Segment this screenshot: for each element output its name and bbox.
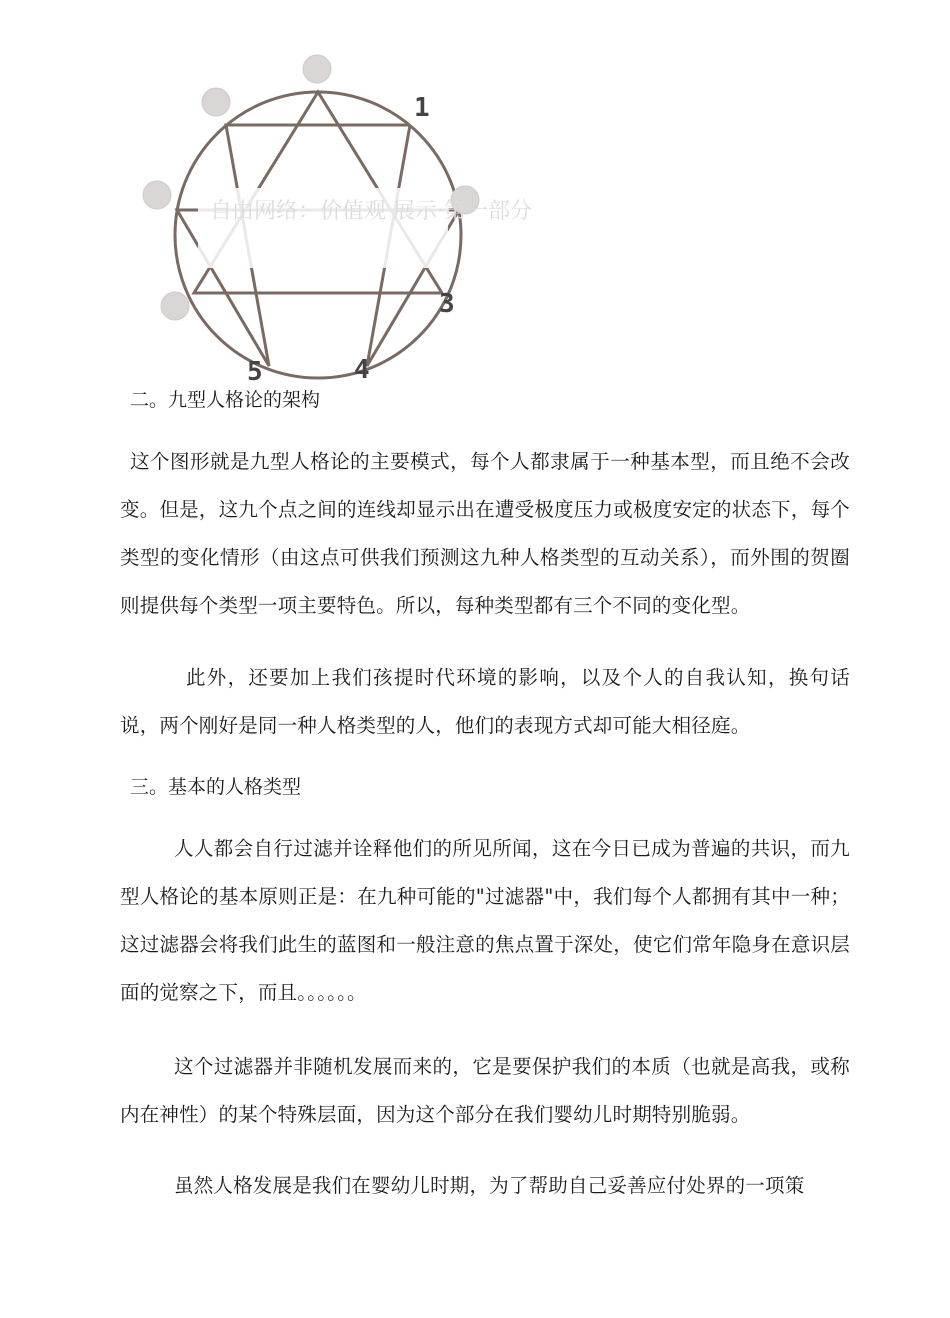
point-6-marker [161,292,189,320]
paragraph-text: 人人都会自行过滤并诠释他们的所见所闻，这在今日已成为普遍的共识，而九型人格论的基本原则正是：在九种可能的"过滤器"中，我们每个人都拥有其中一种；这过滤器会将我们此生的蓝图和一般注意的焦点置于深处，使它们常年隐身在意识层面的觉察之下，而且。。。。。。 [120,837,850,1004]
point-label-3: 3 [439,289,455,319]
point-7-marker [143,181,171,209]
section-2-paragraph-1 [120,438,850,630]
section-2-paragraph-2 [120,654,850,750]
point-label-1: 1 [414,93,430,123]
paragraph-text: 这个过滤器并非随机发展而来的，它是要保护我们的本质（也就是高我，或称内在神性）的某个特殊层面，因为这个部分在我们婴幼儿时期特别脆弱。 [120,1055,850,1126]
paragraph-text: 虽然人格发展是我们在婴幼儿时期，为了帮助自己妥善应付处界的一项策 [174,1174,805,1197]
point-label-4: 4 [354,355,370,385]
diagram-overlay-text: 自由网络：价值观 展示·第一部分 [210,199,532,224]
enneagram-diagram [130,50,532,387]
section-3-paragraph-3 [120,1162,850,1210]
section-3-paragraph-1 [120,825,850,1017]
section-3-paragraph-2 [120,1043,850,1139]
point-9-marker [303,55,331,83]
point-8-marker [202,88,230,116]
section-3-heading: 三。基本的人格类型 [130,776,302,798]
paragraph-text: 这个图形就是九型人格论的主要模式，每个人都隶属于一种基本型，而且绝不会改变。但是，这九个点之间的连线却显示出在遭受极度压力或极度安定的状态下，每个类型的变化情形（由这点可供我们预测这九种人格类型的互动关系），而外围的贺圈则提供每个类型一项主要特色。所以，每种类型都有三个不同的变化型。 [120,450,850,617]
section-2-heading: 二。九型人格论的架构 [130,389,321,411]
paragraph-text: 此外，还要加上我们孩提时代环境的影响，以及个人的自我认知，换句话说，两个刚好是同一种人格类型的人，他们的表现方式却可能大相径庭。 [120,666,850,737]
point-label-5: 5 [247,357,263,387]
